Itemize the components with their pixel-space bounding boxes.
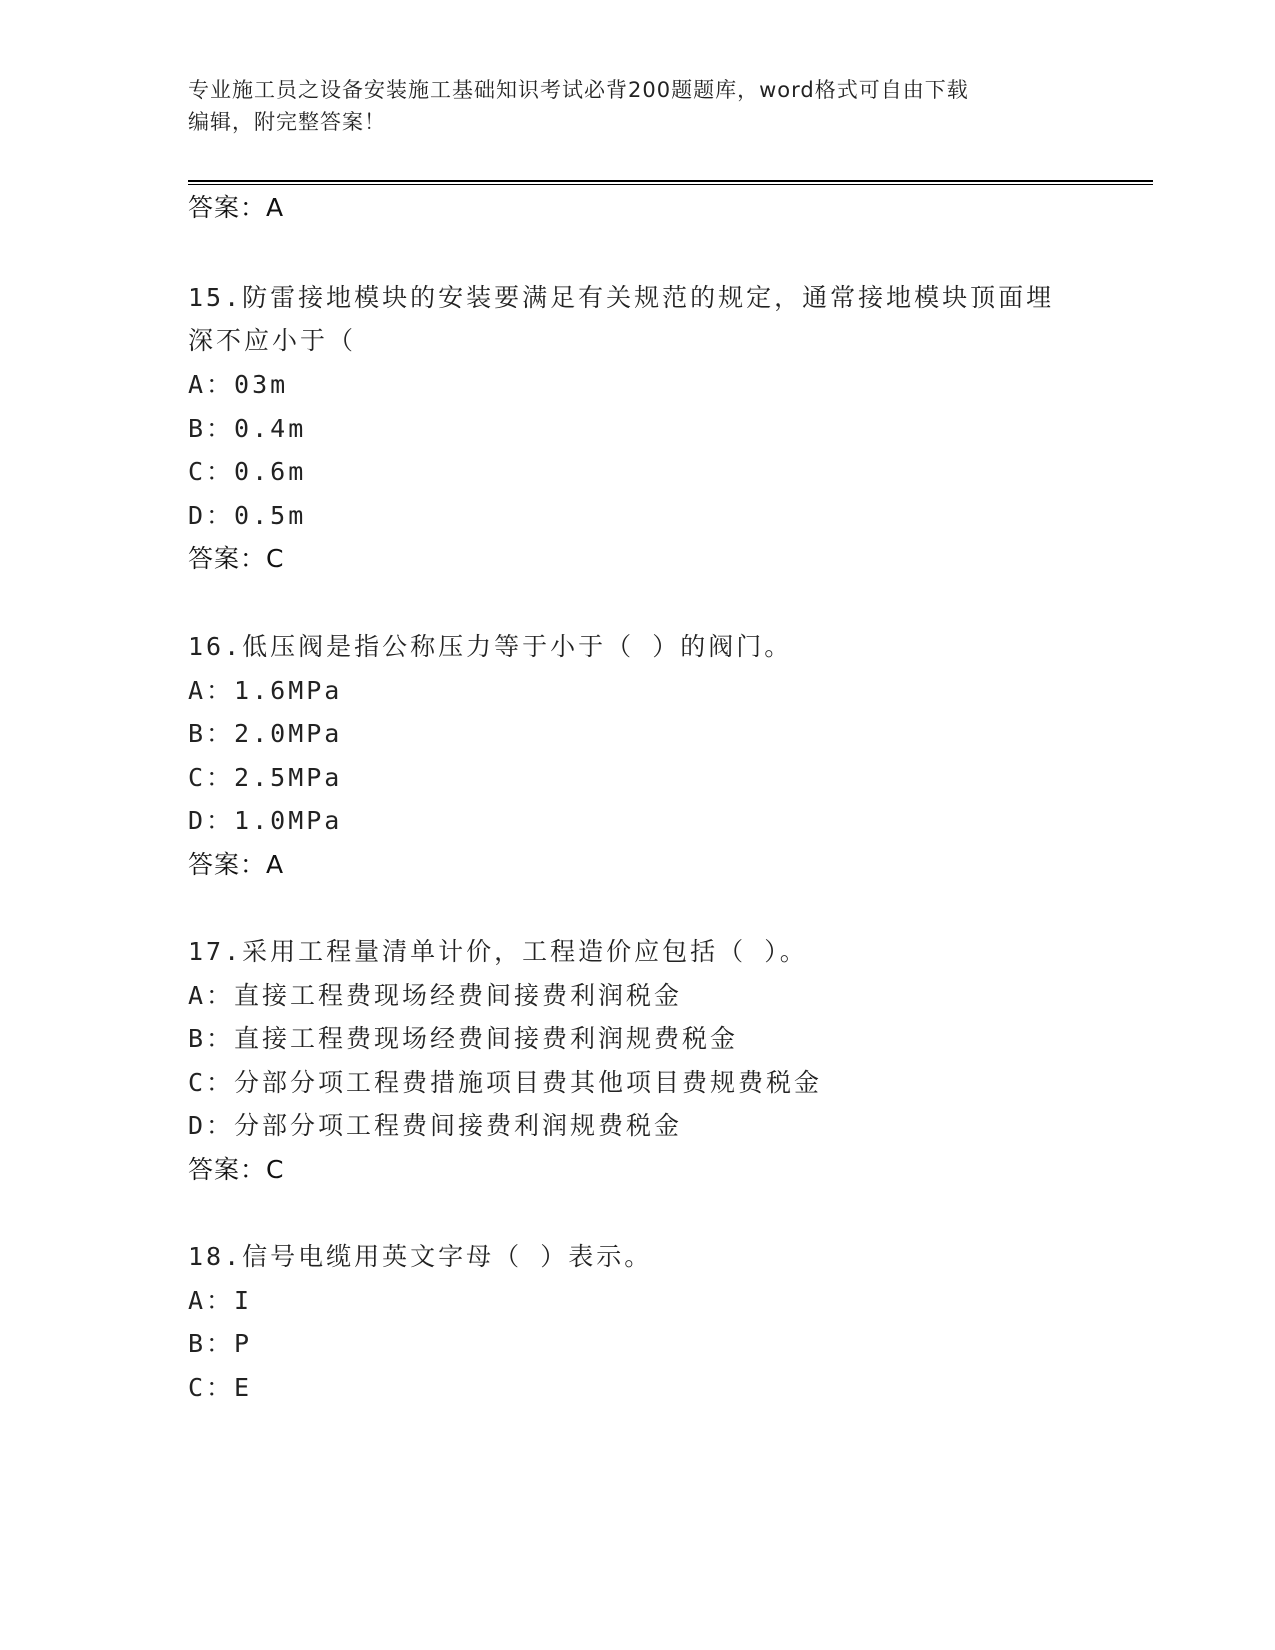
question-15-option-b: B：0.4m xyxy=(188,414,307,443)
question-17-stem: 17.采用工程量清单计价，工程造价应包括（ ）。 xyxy=(188,937,808,966)
answer-prev: 答案：A xyxy=(188,193,285,222)
question-18-option-c: C：E xyxy=(188,1373,253,1402)
question-17-option-b: B：直接工程费现场经费间接费利润规费税金 xyxy=(188,1024,739,1053)
header-line-2: 编辑，附完整答案！ xyxy=(188,110,386,134)
question-15-stem-line-1: 15.防雷接地模块的安装要满足有关规范的规定，通常接地模块顶面埋 xyxy=(188,283,1055,312)
question-16-stem: 16.低压阀是指公称压力等于小于（ ）的阀门。 xyxy=(188,632,793,661)
header-divider-top xyxy=(188,180,1153,182)
question-16-option-a: A：1.6MPa xyxy=(188,676,343,705)
question-15-answer: 答案：C xyxy=(188,544,285,573)
header-divider-bottom xyxy=(188,184,1153,185)
question-17-option-d: D：分部分项工程费间接费利润规费税金 xyxy=(188,1111,683,1140)
question-15-stem-line-2: 深不应小于（ xyxy=(188,326,357,355)
question-16-answer: 答案：A xyxy=(188,850,285,879)
question-18-option-b: B：P xyxy=(188,1329,253,1358)
question-18-option-a: A：I xyxy=(188,1286,253,1315)
question-16-option-b: B：2.0MPa xyxy=(188,719,343,748)
question-17-option-c: C：分部分项工程费措施项目费其他项目费规费税金 xyxy=(188,1068,823,1097)
header-line-1: 专业施工员之设备安装施工基础知识考试必背200题题库，word格式可自由下载 xyxy=(188,78,969,102)
question-17-option-a: A：直接工程费现场经费间接费利润税金 xyxy=(188,981,683,1010)
question-18-stem: 18.信号电缆用英文字母（ ）表示。 xyxy=(188,1242,653,1271)
question-15-option-a: A：03m xyxy=(188,370,289,399)
question-16-option-d: D：1.0MPa xyxy=(188,806,343,835)
question-17-answer: 答案：C xyxy=(188,1155,285,1184)
document-header xyxy=(188,74,1078,138)
question-15-option-c: C：0.6m xyxy=(188,457,307,486)
question-15-option-d: D：0.5m xyxy=(188,501,307,530)
question-16-option-c: C：2.5MPa xyxy=(188,763,343,792)
